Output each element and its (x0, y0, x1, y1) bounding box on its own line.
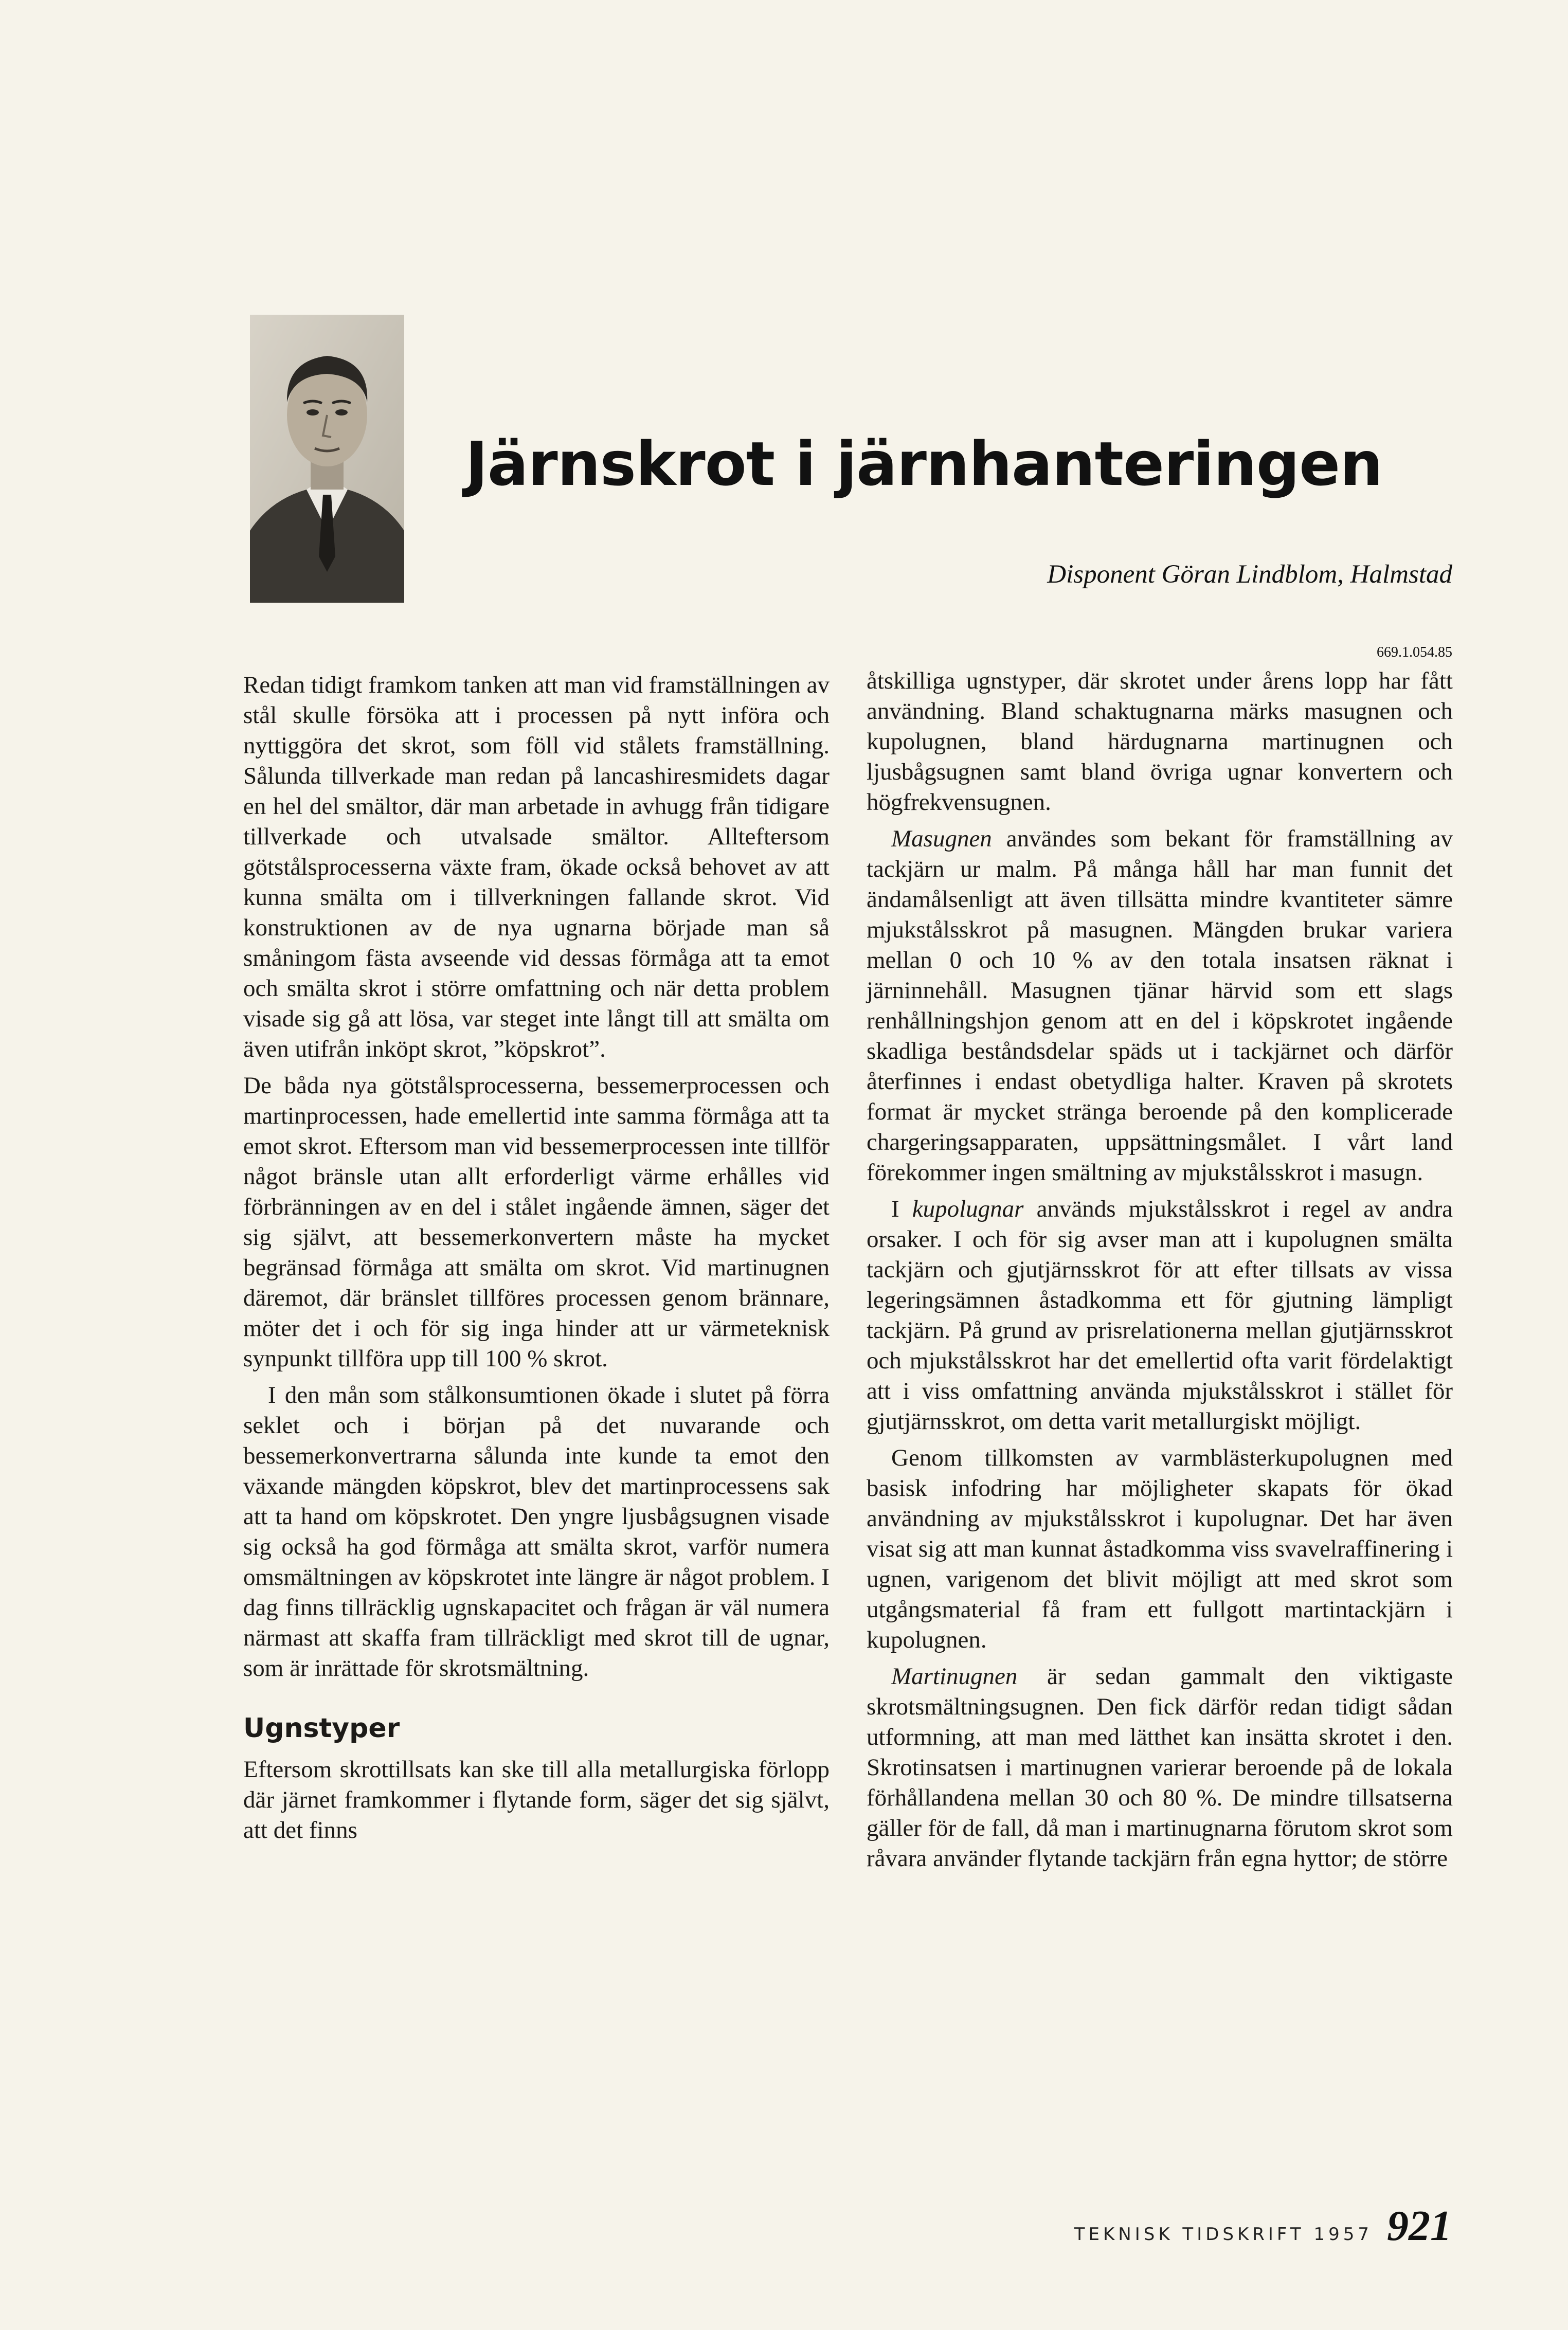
left-column (243, 670, 830, 1852)
paragraph: Eftersom skrottillsats kan ske till alla metallurgiska förlopp där järnet framkommer i flytande form, säger det sig självt, att det finns (243, 1756, 830, 1844)
paragraph: I den mån som stålkonsumtionen ökade i slutet på förra seklet och i början på det nuvarande och bessemerkonvertrarna sålunda inte kunde ta emot den växande mängden köpskrot, blev det martinprocessens sak att ta hand om köpskrotet. Den yngre ljusbågsugnen visade sig också ha god förmåga att smälta skrot, varför numera omsmältningen av köpskrotet inte längre är något problem. I dag finns tillräcklig ugnskapacitet och frågan är väl numera närmast att skaffa fram tillräckligt med skrot till de ugnar, som är inrättade för skrotsmältning. (243, 1382, 830, 1682)
page-footer (1074, 2201, 1452, 2251)
paragraph-text: används mjukstålsskrot i regel av andra orsaker. I och för sig avser man att i kupolugnen smälta tackjärn och gjutjärnsskrot för att efter tillsats av vissa legeringsämnen åstadkomma ett för gjutning lämpligt tackjärn. På grund av prisrelationerna mellan gjutjärnsskrot och mjukstålsskrot har det emellertid ofta varit fördelaktigt att i viss omfattning använda mjukstålsskrot i stället för gjutjärnsskrot, om detta varit metallurgiskt möjligt. (867, 1196, 1453, 1435)
paragraph: Redan tidigt framkom tanken att man vid framställningen av stål skulle försöka att i processen på nytt införa och nyttiggöra det skrot, som föll vid stålets framställning. Sålunda tillverkade man redan på lancashiresmidets dagar en hel del smältor, där man arbetade in avhugg från tidigare tillverkade och utvalsade smältor. Allteftersom götstålsprocesserna växte fram, ökade också behovet av att kunna smälta om i tillverkningen fallande skrot. Vid konstruktionen av de nya ugnarna började man så småningom fästa avseende vid dessas förmåga att ta emot och smälta skrot i större omfattning och när detta problem visade sig gå att lösa, var steget inte långt till att smälta om även utifrån inköpt skrot, ”köpskrot”. (243, 672, 830, 1062)
author-byline: Disponent Göran Lindblom, Halmstad (1047, 560, 1452, 589)
term-kupolugnar: kupolugnar (912, 1196, 1024, 1222)
term-masugnen: Masugnen (891, 825, 992, 852)
paragraph: åtskilliga ugnstyper, där skrotet under årens lopp har fått användning. Bland schaktugnarna märks masugnen och kupolugnen, bland härdugnarna martinugnen och ljusbågsugnen samt bland övriga ugnar konvertern och högfrekvensugnen. (867, 667, 1453, 816)
page-number: 921 (1387, 2202, 1452, 2250)
author-photo-image (250, 315, 404, 603)
paragraph: De båda nya götstålsprocesserna, bessemerprocessen och martinprocessen, hade emellertid inte samma förmåga att ta emot skrot. Eftersom man vid bessemerprocessen inte tillför något bränsle utan allt erforderligt värme erhålles vid förbränningen av en del i stålet ingående ämnen, säger det sig självt, att bessemerkonvertern måste ha mycket begränsad förmåga att smälta om skrot. Vid martinugnen däremot, där bränslet tillföres processen genom brännare, möter det i och för sig inga hinder att ur värmeteknisk synpunkt tillföra upp till 100 % skrot. (243, 1072, 830, 1372)
paragraph-text: användes som bekant för framställning av tackjärn ur malm. På många håll har man funnit det ändamålsenligt att även tillsätta mindre kvantiteter sämre mjukstålsskrot på masugnen. Mängden brukar variera mellan 0 och 10 % av den totala insatsen räknat i järninnehåll. Masugnen tjänar härvid som ett slags renhållningshjon genom att en del i köpskrotet ingående skadliga beståndsdelar späds ut i tackjärnet och därför återfinnes i endast obetydliga halter. Kraven på skrotets format är mycket stränga beroende på den komplicerade chargeringsapparaten, uppsättningsmålet. I vårt land förekommer ingen smältning av mjukstålsskrot i masugn. (867, 825, 1453, 1186)
section-heading: Ugnstyper (243, 1713, 400, 1744)
paragraph-lead: I (891, 1196, 912, 1222)
right-column (867, 666, 1453, 1880)
paragraph (867, 1661, 1453, 1874)
paragraph-text: är sedan gammalt den viktigaste skrotsmältningsugnen. Den fick därför redan tidigt sådan utformning, att man med lätthet kan insätta skrotet i den. Skrotinsatsen i martinugnen varierar beroende på de lokala förhållandena mellan 30 och 80 %. De mindre tillsatserna gäller för de fall, då man i martinugnarna förutom skrot som råvara använder flytande tackjärn från egna hyttor; de större (867, 1663, 1453, 1872)
article-title: Järnskrot i järnhanteringen (465, 428, 1383, 499)
paragraph (867, 1194, 1453, 1437)
term-martinugnen: Martinugnen (891, 1663, 1018, 1690)
author-portrait (250, 315, 404, 603)
journal-name: TEKNISK TIDSKRIFT 1957 (1074, 2224, 1373, 2245)
paragraph (867, 824, 1453, 1188)
udc-classification: 669.1.054.85 (1377, 644, 1452, 660)
paragraph: Genom tillkomsten av varmblästerkupolugnen med basisk infodring har möjligheter skapats för ökad användning av mjukstålsskrot i kupolugnar. Det har även visat sig att man kunnat åstadkomma viss svavelraffinering i ugnen, varigenom det blivit möjligt att med skrot som utgångsmaterial få fram ett fullgott martintackjärn i kupolugnen. (867, 1444, 1453, 1653)
